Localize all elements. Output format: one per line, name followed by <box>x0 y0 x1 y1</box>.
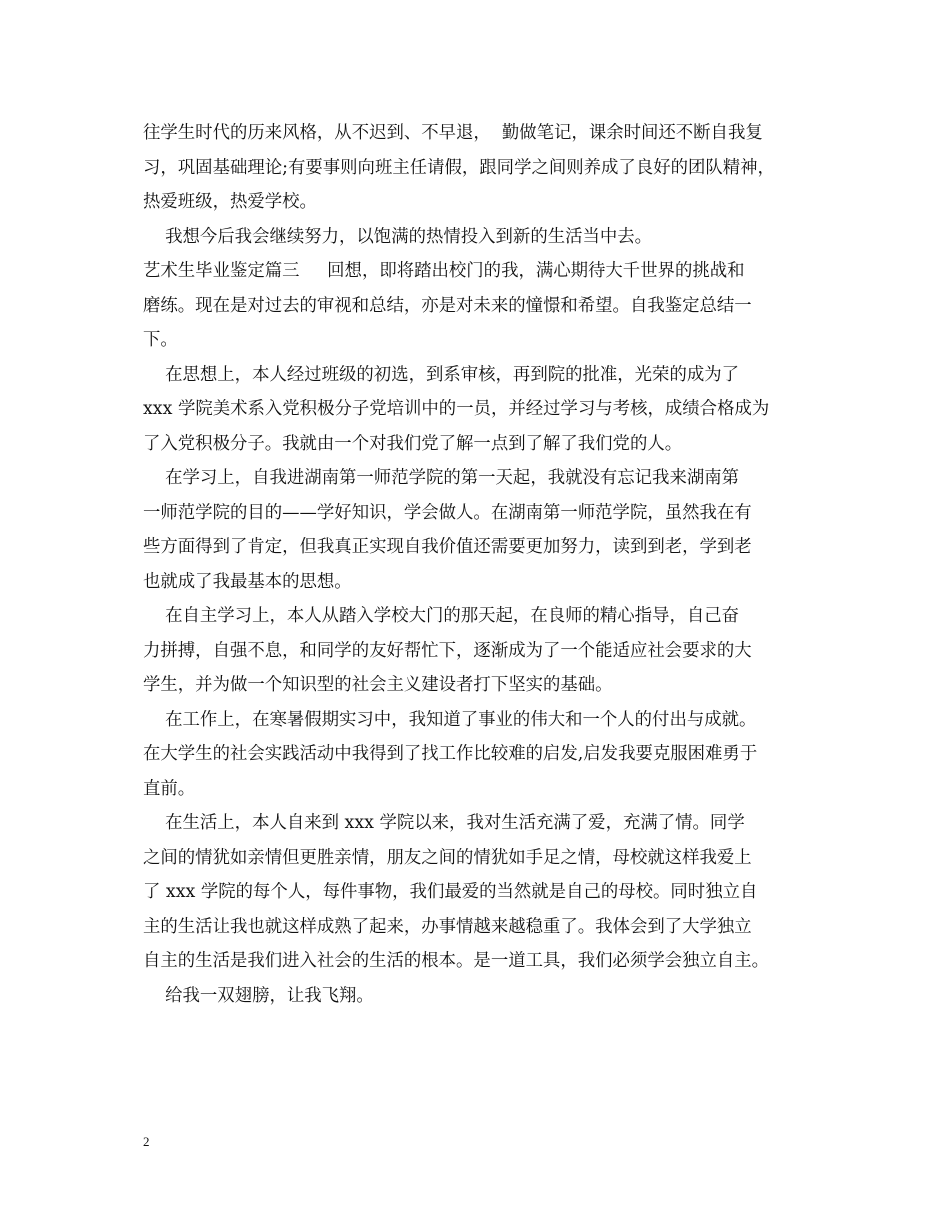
page-number: 2 <box>143 1134 150 1149</box>
text-line: 给我一双翅膀，让我飞翔。 <box>143 985 374 1006</box>
text-line: 在生活上，本人自来到 xxx 学院以来，我对生活充满了爱，充满了情。同学 <box>143 813 745 833</box>
text-line: 些方面得到了肯定，但我真正实现自我价值还需要更加努力，读到到老，学到老 <box>143 537 752 557</box>
text-line: 了入党积极分子。我就由一个对我们党了解一点到了解了我们党的人。 <box>143 433 683 454</box>
text-line: 了 xxx 学院的每个人，每件事物，我们最爱的当然就是自己的母校。同时独立自 <box>143 882 758 902</box>
text-line: 在自主学习上，本人从踏入学校大门的那天起，在良师的精心指导，自己奋 <box>143 606 740 626</box>
text-line: 习，巩固基础理论;有要事则向班主任请假，跟同学之间则养成了良好的团队精神， <box>143 157 775 178</box>
text-line: 在工作上，在寒暑假期实习中，我知道了事业的伟大和一个人的付出与成就。 <box>143 709 757 730</box>
text-line: 往学生时代的历来风格，从不迟到、不早退， 勤做笔记，课余时间还不断自我复 <box>143 123 763 143</box>
text-line: 磨练。现在是对过去的审视和总结，亦是对未来的憧憬和希望。自我鉴定总结一 <box>143 295 752 316</box>
text-line: 也就成了我最基本的思想。 <box>143 571 352 592</box>
text-line: 我想今后我会继续努力，以饱满的热情投入到新的生活当中去。 <box>143 226 653 247</box>
text-line: 主的生活让我也就这样成熟了起来，办事情越来越稳重了。我体会到了大学独立 <box>143 916 752 937</box>
text-line: 直前。 <box>143 778 196 799</box>
text-line: 在大学生的社会实践活动中我得到了找工作比较难的启发,启发我要克服困难勇于 <box>143 744 758 764</box>
body-text <box>143 116 808 1013</box>
text-line: xxx 学院美术系入党积极分子党培训中的一员，并经过学习与考核，成绩合格成为 <box>143 399 770 419</box>
section-heading-line: 艺术生毕业鉴定篇三 回想，即将踏出校门的我，满心期待大千世界的挑战和 <box>143 261 745 281</box>
text-line: 热爱班级，热爱学校。 <box>143 192 317 212</box>
text-line: 学生，并为做一个知识型的社会主义建设者打下坚实的基础。 <box>143 675 613 695</box>
text-line: 在学习上，自我进湖南第一师范学院的第一天起，我就没有忘记我来湖南第 <box>143 468 740 488</box>
text-line: 之间的情犹如亲情但更胜亲情，朋友之间的情犹如手足之情，母校就这样我爱上 <box>143 847 752 868</box>
text-line: 力拼搏，自强不息，和同学的友好帮忙下，逐渐成为了一个能适应社会要求的大 <box>143 640 752 661</box>
text-line: 在思想上，本人经过班级的初选，到系审核，再到院的批准，光荣的成为了 <box>143 364 740 385</box>
text-line: 一师范学院的目的——学好知识，学会做人。在湖南第一师范学院，虽然我在有 <box>143 502 752 523</box>
text-line: 自主的生活是我们进入社会的生活的根本。是一道工具，我们必须学会独立自主。 <box>143 951 770 971</box>
text-line: 下。 <box>143 330 178 350</box>
